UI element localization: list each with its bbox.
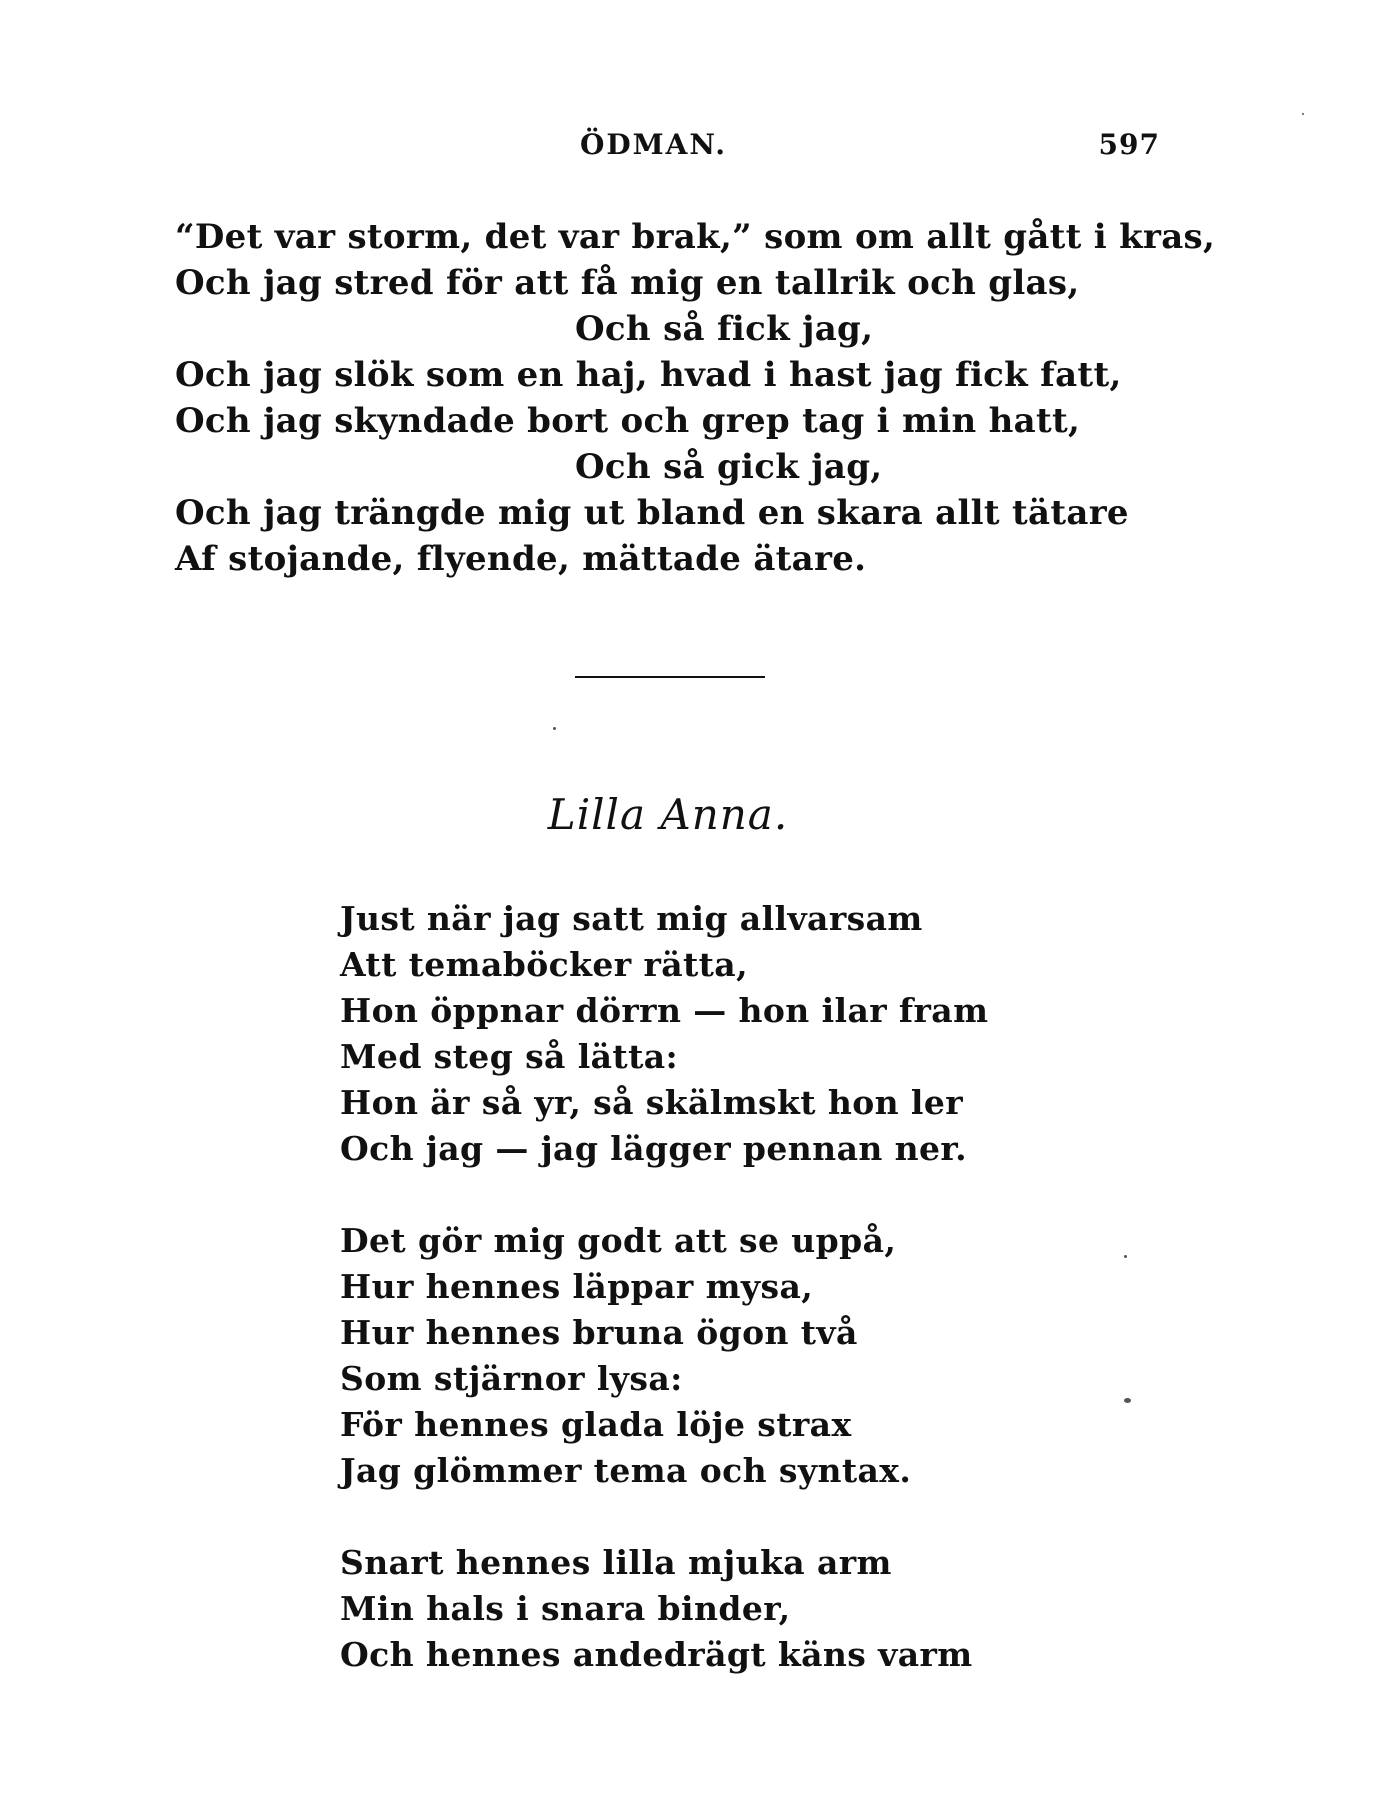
verse-line: Och hennes andedrägt käns varm: [340, 1635, 973, 1674]
verse-line-refrain: Och så gick jag,: [575, 447, 883, 487]
verse-line-refrain: Och så fick jag,: [575, 309, 874, 349]
verse-line: Hon är så yr, så skälmskt hon ler: [340, 1083, 964, 1122]
section-divider: [575, 676, 765, 678]
verse-line: Med steg så lätta:: [340, 1037, 679, 1076]
verse-line: Jag glömmer tema och syntax.: [340, 1451, 912, 1490]
verse-line: Min hals i snara binder,: [340, 1589, 791, 1628]
verse-line: Hur hennes bruna ögon två: [340, 1313, 858, 1352]
verse-line: Och jag trängde mig ut bland en skara allt tätare: [175, 493, 1129, 533]
verse-line: Af stojande, flyende, mättade ätare.: [175, 539, 867, 579]
poem-body: [340, 896, 1060, 1724]
print-speck: [1124, 1255, 1127, 1258]
continued-stanza: [175, 214, 1216, 582]
verse-line: För hennes glada löje strax: [340, 1405, 852, 1444]
print-speck: [553, 727, 556, 730]
verse-line: Det gör mig godt att se uppå,: [340, 1221, 897, 1260]
verse-line: Snart hennes lilla mjuka arm: [340, 1543, 892, 1582]
running-head-title: ÖDMAN.: [580, 128, 727, 161]
verse-line: Och jag skyndade bort och grep tag i min hatt,: [175, 401, 1081, 441]
print-speck: [1302, 113, 1304, 115]
verse-line: “Det var storm, det var brak,” som om allt gått i kras,: [175, 217, 1216, 257]
verse-line: Att temaböcker rätta,: [340, 945, 748, 984]
stanza-1: [340, 896, 1060, 1172]
poem-title: Lilla Anna.: [547, 790, 789, 839]
verse-line: Och jag — jag lägger pennan ner.: [340, 1129, 968, 1168]
verse-line: Hur hennes läppar mysa,: [340, 1267, 814, 1306]
verse-line: Och jag stred för att få mig en tallrik och glas,: [175, 263, 1080, 303]
verse-line: Som stjärnor lysa:: [340, 1359, 683, 1398]
running-head: [170, 128, 1160, 172]
print-speck: [1124, 1398, 1131, 1403]
verse-line: Hon öppnar dörrn — hon ilar fram: [340, 991, 989, 1030]
stanza-3: [340, 1540, 1060, 1678]
stanza-2: [340, 1218, 1060, 1494]
verse-line: Och jag slök som en haj, hvad i hast jag fick fatt,: [175, 355, 1122, 395]
verse-line: Just när jag satt mig allvarsam: [340, 899, 923, 938]
page-number: 597: [1098, 128, 1160, 161]
